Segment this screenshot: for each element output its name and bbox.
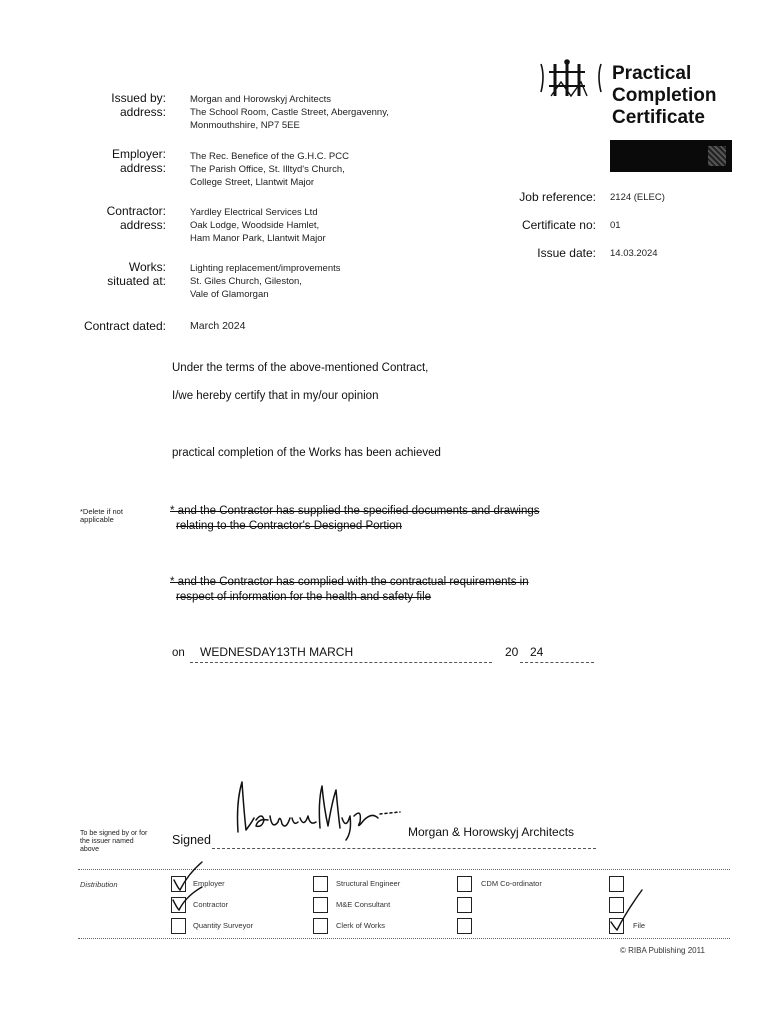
distribution-clerk-of-works-label: Clerk of Works	[336, 921, 386, 930]
checkbox-blank-2[interactable]	[457, 918, 472, 934]
certify-paragraph-1: Under the terms of the above-mentioned Contract,	[172, 362, 429, 374]
copyright-notice: © RIBA Publishing 2011	[620, 946, 705, 955]
contractor-label: Contractor: address:	[106, 204, 166, 232]
title-line-1: Practical	[612, 63, 692, 84]
distribution-label: Distribution	[80, 880, 118, 889]
issuer-label: Issued by: address:	[111, 91, 166, 119]
signatory-name: Morgan & Horowskyj Architects	[408, 825, 575, 839]
issuer-address: Morgan and Horowskyj Architects The School Room, Castle Street, Abergavenny, Monmouthshire, NP7 5EE	[190, 94, 389, 131]
distribution-employer-label: Employer	[193, 879, 225, 888]
certificate-no-label: Certificate no:	[521, 218, 596, 232]
distribution-structural-engineer-label: Structural Engineer	[336, 879, 401, 888]
distribution-me-consultant-label: M&E Consultant	[336, 900, 391, 909]
works-location: Lighting replacement/improvements St. Giles Church, Gileston, Vale of Glamorgan	[190, 263, 341, 300]
title-line-2: Completion	[612, 85, 717, 106]
delete-note: *Delete if not applicable	[80, 507, 123, 524]
signature-line	[212, 848, 596, 849]
on-label: on	[172, 647, 185, 659]
issue-date-value: 14.03.2024	[610, 248, 658, 259]
year-suffix: 24	[530, 645, 544, 659]
distribution-cdm-coordinator-label: CDM Co-ordinator	[481, 879, 542, 888]
certificate-title	[612, 63, 717, 129]
checkbox-cdm-coordinator[interactable]	[457, 876, 472, 892]
riba-logo	[537, 58, 605, 100]
distribution-quantity-surveyor-label: Quantity Surveyor	[193, 921, 254, 930]
issue-date-label: Issue date:	[537, 246, 596, 260]
signature-note: To be signed by or for the issuer named above	[80, 830, 148, 853]
employer-address: The Rec. Benefice of the G.H.C. PCC The Parish Office, St. Illtyd's Church, College Street, Llantwit Major	[190, 151, 349, 188]
year-underline	[520, 662, 594, 663]
year-prefix: 20	[505, 645, 519, 659]
certificate-no-value: 01	[610, 220, 621, 231]
certify-paragraph-2: I/we hereby certify that in my/our opinion	[172, 390, 379, 402]
contract-dated-label: Contract dated:	[83, 319, 166, 333]
distribution-contractor-label: Contractor	[193, 900, 229, 909]
distribution-bottom-rule	[78, 938, 730, 939]
certify-paragraph-3: practical completion of the Works has been achieved	[172, 447, 441, 459]
employer-label: Employer: address:	[111, 147, 166, 175]
date-underline	[190, 662, 492, 663]
checkmark-contractor-icon	[168, 884, 208, 914]
redacted-block	[610, 140, 732, 172]
completion-date: WEDNESDAY13TH MARCH	[200, 645, 354, 659]
checkbox-structural-engineer[interactable]	[313, 876, 328, 892]
contract-dated-value: March 2024	[190, 320, 246, 332]
checkbox-quantity-surveyor[interactable]	[171, 918, 186, 934]
checkbox-clerk-of-works[interactable]	[313, 918, 328, 934]
checkbox-me-consultant[interactable]	[313, 897, 328, 913]
handwritten-signature	[228, 772, 408, 842]
distribution-file-label: File	[633, 921, 646, 930]
works-label: Works: situated at:	[107, 260, 166, 288]
signed-label: Signed	[172, 833, 211, 847]
checkmark-file-icon	[606, 884, 646, 934]
job-reference-value: 2124 (ELEC)	[610, 192, 665, 203]
strikethrough-clause-health-safety: * and the Contractor has complied with the contractual requirements in respect of information for the health and safety file	[170, 576, 529, 603]
title-line-3: Certificate	[612, 107, 705, 128]
contractor-address: Yardley Electrical Services Ltd Oak Lodge, Woodside Hamlet, Ham Manor Park, Llantwit Major	[190, 207, 326, 244]
checkbox-blank-1[interactable]	[457, 897, 472, 913]
job-reference-label: Job reference:	[519, 190, 596, 204]
strikethrough-clause-documents: * and the Contractor has supplied the specified documents and drawings relating to the Contractor's Designed Portion	[170, 505, 540, 532]
